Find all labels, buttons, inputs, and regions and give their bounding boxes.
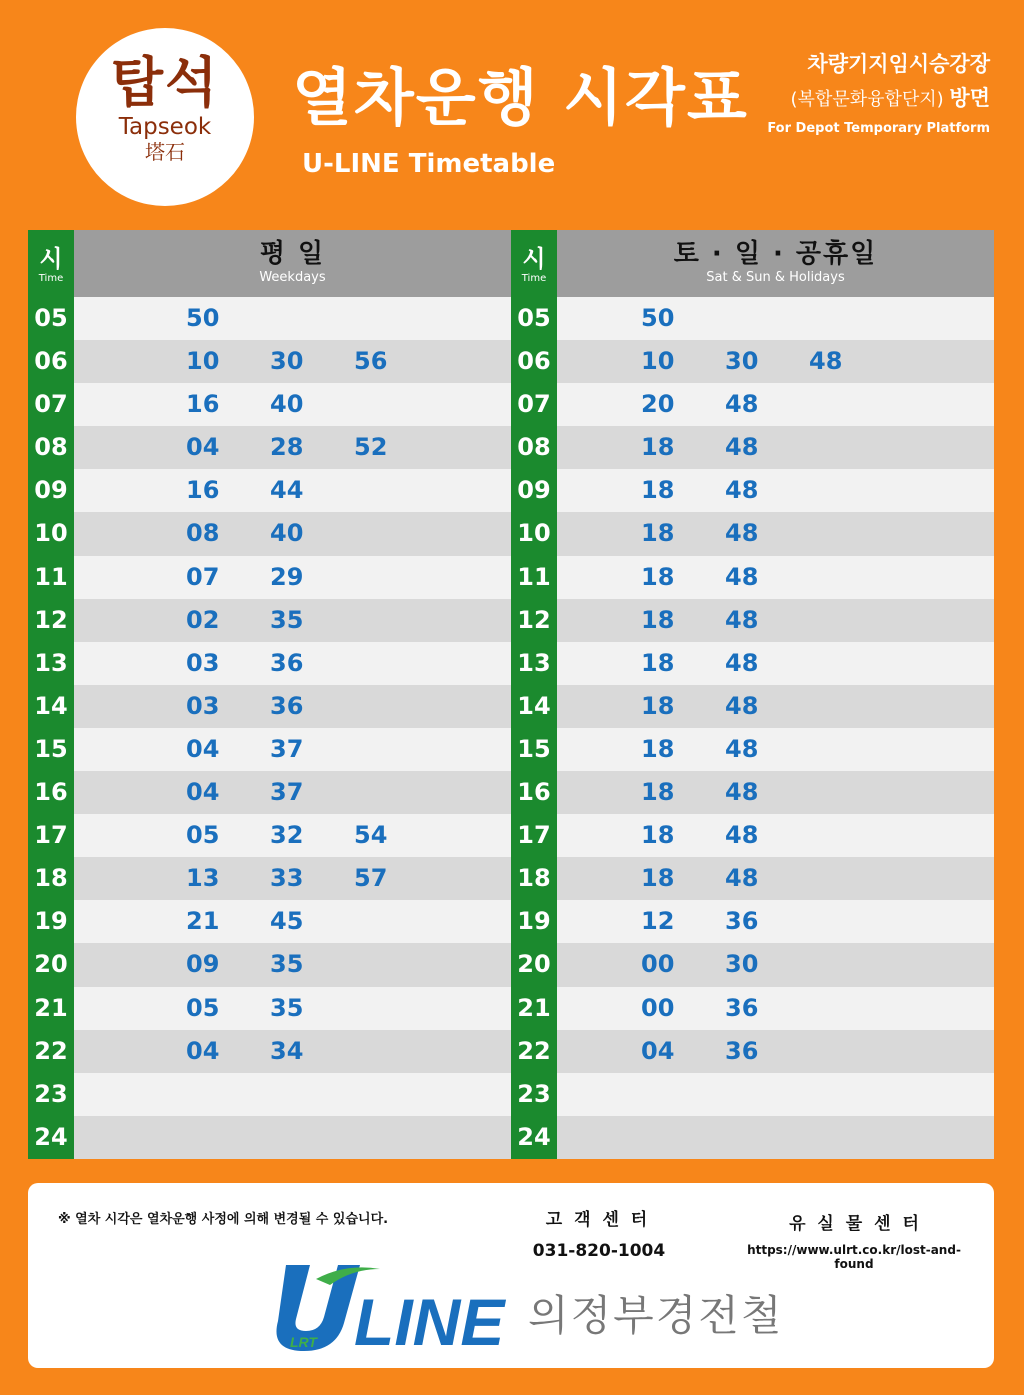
minute-cell: 03 [186,691,220,720]
hour-cell: 11 [28,556,74,599]
hour-cell: 20 [28,943,74,986]
minute-cell: 09 [186,950,220,979]
hour-cell: 05 [28,297,74,340]
minute-cell: 50 [641,304,675,332]
hour-cell: 24 [28,1116,74,1159]
time-label-ko: 시 [522,245,546,273]
minute-cell: 36 [725,993,759,1022]
hour-cell: 13 [28,642,74,685]
minutes-group [186,469,354,512]
footer-info [28,1183,994,1368]
minute-cell: 44 [270,476,304,505]
minutes-group [641,642,809,685]
station-name-hanja: 塔石 [145,140,185,164]
minute-cell: 33 [270,864,304,893]
timetable-row [28,469,511,512]
minute-cell: 04 [186,734,220,763]
station-badge [76,28,254,206]
timetable-row [511,512,994,555]
timetable-row [511,943,994,986]
minutes-group [186,814,438,857]
minute-cell: 07 [186,562,220,591]
minute-cell: 05 [186,821,220,850]
minute-cell: 30 [270,347,304,376]
minutes-group [641,383,809,426]
direction-detail [767,84,990,114]
minute-cell: 48 [725,778,759,807]
minute-cell: 18 [641,691,675,720]
time-label-en: Time [521,273,547,284]
minute-cell: 35 [270,605,304,634]
minutes-group [186,943,354,986]
minute-cell: 48 [725,433,759,462]
timetable-row [28,297,511,340]
minute-cell: 18 [641,433,675,462]
minutes-group [641,814,809,857]
minute-cell: 48 [725,821,759,850]
minute-cell: 36 [270,691,304,720]
minute-cell: 29 [270,562,304,591]
minute-cell: 05 [186,993,220,1022]
timetable-row [28,340,511,383]
hour-cell: 06 [511,340,557,383]
hour-cell: 10 [28,512,74,555]
hour-cell: 24 [511,1116,557,1159]
hour-cell: 17 [28,814,74,857]
minute-cell: 18 [641,864,675,893]
hour-cell: 14 [28,685,74,728]
hour-cell: 10 [511,512,557,555]
timetable-row [511,1073,994,1116]
timetable-row [511,1116,994,1159]
minute-cell: 18 [641,821,675,850]
minute-cell: 13 [186,864,220,893]
minute-cell: 30 [725,950,759,979]
minute-cell: 18 [641,519,675,548]
minute-cell: 18 [641,778,675,807]
holiday-time-header [511,230,557,297]
minutes-group [641,987,809,1030]
minute-cell: 18 [641,734,675,763]
hour-cell: 13 [511,642,557,685]
timetable-row [28,685,511,728]
direction-info [767,50,990,138]
schedule-notice: ※ 열차 시각은 열차운행 사정에 의해 변경될 수 있습니다. [58,1212,389,1227]
timetable-row [28,512,511,555]
time-label-ko: 시 [39,245,63,273]
minute-cell: 37 [270,734,304,763]
timetable-row [511,642,994,685]
minutes-group [641,469,809,512]
hour-cell: 15 [28,728,74,771]
minute-cell: 16 [186,390,220,419]
timetable-row [28,1116,511,1159]
timetable-title: 열차운행 시각표 [292,61,749,134]
customer-center-phone[interactable]: 031-820-1004 [532,1241,666,1261]
minutes-group [641,900,809,943]
holiday-title-en: Sat & Sun & Holidays [706,270,845,285]
minute-cell: 40 [270,519,304,548]
minute-cell: 35 [270,950,304,979]
timetable-row [511,1030,994,1073]
minutes-group [186,987,354,1030]
hour-cell: 16 [511,771,557,814]
minute-cell: 18 [641,605,675,634]
operator-name: 의정부경전철 [528,1291,784,1340]
hour-cell: 23 [511,1073,557,1116]
direction-name: 차량기지임시승강장 [807,52,990,76]
weekday-rows [28,297,511,1159]
holiday-header [511,230,994,297]
minute-cell: 45 [270,907,304,936]
hour-cell: 22 [511,1030,557,1073]
holiday-title [557,230,994,287]
timetable-subtitle: U-LINE Timetable [302,149,556,179]
minute-cell: 02 [186,605,220,634]
minute-cell: 48 [725,562,759,591]
hour-cell: 21 [28,987,74,1030]
minute-cell: 35 [270,993,304,1022]
weekday-timetable [28,230,511,1160]
time-label-en: Time [38,273,64,284]
hour-cell: 18 [28,857,74,900]
minute-cell: 40 [270,390,304,419]
hour-cell: 14 [511,685,557,728]
hour-cell: 23 [28,1073,74,1116]
hour-cell: 17 [511,814,557,857]
weekday-title-en: Weekdays [259,270,326,285]
minute-cell: 57 [354,864,388,893]
minute-cell: 54 [354,821,388,850]
timetable-row [511,556,994,599]
weekday-title-ko: 평 일 [259,239,326,269]
timetable-row [28,943,511,986]
minute-cell: 48 [725,691,759,720]
minute-cell: 48 [725,605,759,634]
logo-line-text: LINE [354,1285,505,1353]
station-name-en: Tapseok [118,114,212,140]
hour-cell: 11 [511,556,557,599]
hour-cell: 19 [28,900,74,943]
hour-cell: 22 [28,1030,74,1073]
weekday-header [28,230,511,297]
minute-cell: 52 [354,433,388,462]
minutes-group [186,512,354,555]
minute-cell: 04 [186,778,220,807]
hour-cell: 12 [511,599,557,642]
minute-cell: 00 [641,950,675,979]
minute-cell: 36 [725,907,759,936]
minutes-group [641,512,809,555]
minutes-group [186,771,354,814]
timetable-row [511,728,994,771]
minute-cell: 50 [186,304,220,332]
hour-cell: 21 [511,987,557,1030]
minutes-group [641,297,725,340]
hour-cell: 19 [511,900,557,943]
direction-en: For Depot Temporary Platform [767,121,990,136]
minute-cell: 12 [641,907,675,936]
timetable-row [28,857,511,900]
minute-cell: 48 [725,519,759,548]
minutes-group [186,685,354,728]
minutes-group [186,340,438,383]
minutes-group [186,556,354,599]
timetable-row [511,857,994,900]
hour-cell: 07 [511,383,557,426]
timetable-row [511,340,994,383]
weekday-time-header [28,230,74,297]
minute-cell: 18 [641,648,675,677]
timetable-row [511,987,994,1030]
minute-cell: 28 [270,433,304,462]
minute-cell: 04 [641,1036,675,1065]
timetable-row [28,1030,511,1073]
direction-suffix: 방면 [949,86,990,110]
minutes-group [641,728,809,771]
timetable-row [511,426,994,469]
hour-cell: 18 [511,857,557,900]
timetable-row [28,900,511,943]
timetable-row [511,900,994,943]
timetable-row [511,469,994,512]
timetable-row [511,599,994,642]
minute-cell: 30 [725,347,759,376]
minute-cell: 04 [186,433,220,462]
timetable-row [511,685,994,728]
minute-cell: 48 [725,476,759,505]
minutes-group [186,599,354,642]
minutes-group [641,771,809,814]
timetable-row [28,771,511,814]
weekday-title [74,230,511,287]
lost-found-label: 유 실 물 센 터 [789,1214,922,1234]
minutes-group [641,685,809,728]
hour-cell: 20 [511,943,557,986]
minutes-group [186,728,354,771]
hour-cell: 06 [28,340,74,383]
minute-cell: 48 [725,390,759,419]
lost-found-link[interactable]: https://www.ulrt.co.kr/lost-and-found [747,1243,961,1271]
minute-cell: 10 [186,347,220,376]
minute-cell: 37 [270,778,304,807]
timetable-row [28,1073,511,1116]
hour-cell: 16 [28,771,74,814]
minute-cell: 21 [186,907,220,936]
hour-cell: 12 [28,599,74,642]
hour-cell: 08 [28,426,74,469]
timetable-row [28,642,511,685]
holiday-timetable [511,230,994,1160]
minutes-group [641,426,809,469]
timetable-row [28,814,511,857]
timetable-row [28,987,511,1030]
minutes-group [641,857,809,900]
minutes-group [186,642,354,685]
minutes-group [186,383,354,426]
direction-paren: (복합문화융합단지) [790,89,944,110]
minutes-group [186,297,270,340]
holiday-rows [511,297,994,1159]
timetable-row [28,426,511,469]
minute-cell: 48 [725,734,759,763]
logo-lrt-text: LRT [290,1334,317,1350]
customer-center-label: 고 객 센 터 [545,1210,651,1230]
timetable-row [511,383,994,426]
timetable-row [28,599,511,642]
timetable-row [511,814,994,857]
minutes-group [186,1030,354,1073]
hour-cell: 09 [511,469,557,512]
timetable-row [28,383,511,426]
minute-cell: 36 [270,648,304,677]
minute-cell: 48 [725,864,759,893]
minute-cell: 10 [641,347,675,376]
minute-cell: 34 [270,1036,304,1065]
hour-cell: 05 [511,297,557,340]
minute-cell: 03 [186,648,220,677]
minutes-group [641,556,809,599]
minutes-group [641,1030,809,1073]
minutes-group [641,599,809,642]
minute-cell: 36 [725,1036,759,1065]
hour-cell: 09 [28,469,74,512]
minute-cell: 56 [354,347,388,376]
minutes-group [641,340,893,383]
station-name-ko: 탑석 [110,51,220,114]
minute-cell: 18 [641,562,675,591]
holiday-title-ko: 토 · 일 · 공휴일 [673,239,878,269]
timetable-row [28,728,511,771]
hour-cell: 08 [511,426,557,469]
timetable-row [511,297,994,340]
timetable-row [28,556,511,599]
minute-cell: 20 [641,390,675,419]
hour-cell: 07 [28,383,74,426]
minutes-group [186,426,438,469]
minute-cell: 16 [186,476,220,505]
hour-cell: 15 [511,728,557,771]
uline-logo [276,1257,506,1353]
minutes-group [186,857,438,900]
minute-cell: 00 [641,993,675,1022]
minute-cell: 08 [186,519,220,548]
timetable-row [511,771,994,814]
minute-cell: 18 [641,476,675,505]
minutes-group [641,943,809,986]
minute-cell: 48 [725,648,759,677]
minute-cell: 04 [186,1036,220,1065]
minutes-group [186,900,354,943]
minute-cell: 32 [270,821,304,850]
minute-cell: 48 [809,347,843,376]
